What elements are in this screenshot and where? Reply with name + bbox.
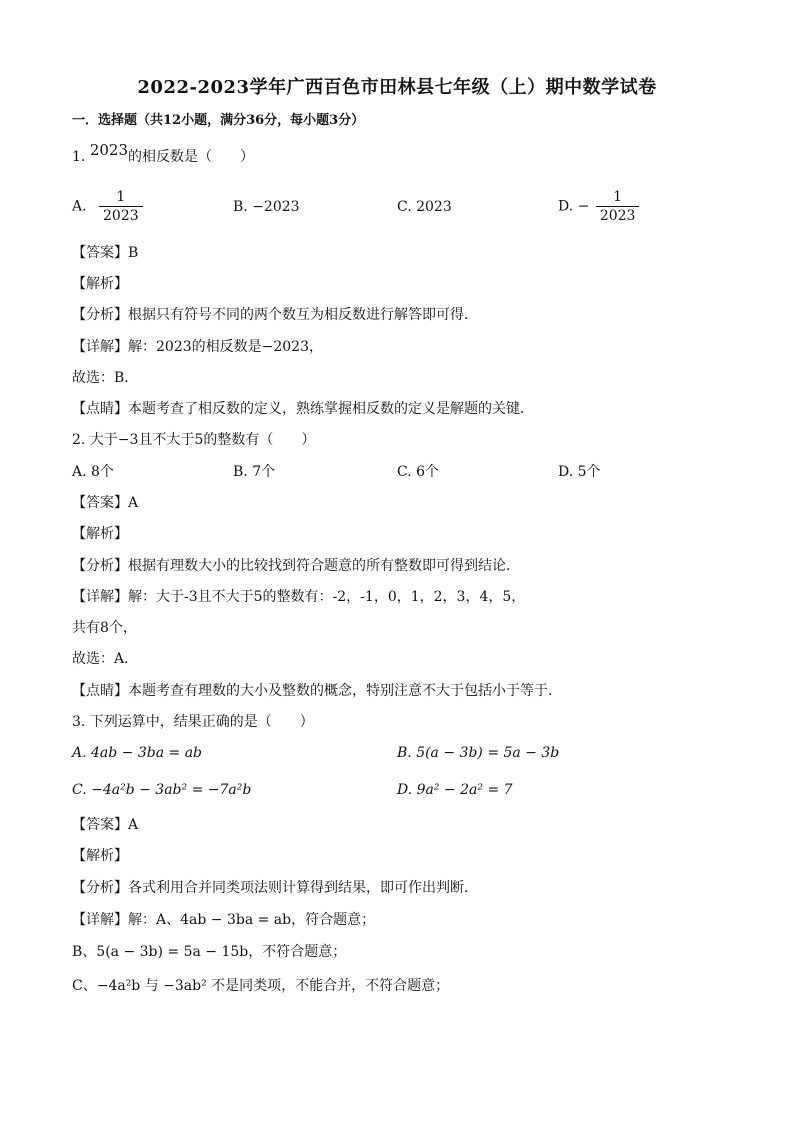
- q2-stem: 2. 大于−3且不大于5的整数有（ ）: [72, 432, 316, 448]
- q1-analysis-heading: 【解析】: [72, 276, 128, 292]
- q1-option-c: C. 2023: [397, 199, 452, 215]
- q1-stem-text: 的相反数是（ ）: [128, 149, 254, 165]
- q1-detail: 【详解】解：2023的相反数是−2023，: [72, 339, 323, 355]
- q3-answer: 【答案】A: [72, 817, 139, 833]
- q3-detail: 【详解】解：A、4ab − 3ba = ab，符合题意；: [72, 912, 376, 928]
- q2-count: 共有8个，: [72, 620, 137, 636]
- q2-analysis-heading: 【解析】: [72, 526, 128, 542]
- q3-option-a: A. 4ab − 3ba = ab: [72, 745, 203, 761]
- q1-option-d-label: D. −: [558, 198, 590, 215]
- q3-analysis-heading: 【解析】: [72, 848, 128, 864]
- q2-answer: 【答案】A: [72, 495, 139, 511]
- q2-option-d: D. 5个: [558, 464, 601, 480]
- q1-stem: [72, 141, 254, 167]
- section-heading: 一．选择题（共12小题，满分36分，每小题3分）: [72, 113, 365, 128]
- q1-option-a: [72, 188, 143, 225]
- q2-option-a: A. 8个: [72, 464, 114, 480]
- q1-option-a-label: A.: [72, 198, 87, 215]
- q3-option-b: B. 5(a − 3b) = 5a − 3b: [397, 745, 560, 761]
- q1-choose: 故选：B．: [72, 370, 139, 386]
- q1-comment: 【点睛】本题考查了相反数的定义，熟练掌握相反数的定义是解题的关键．: [72, 401, 534, 417]
- q1-analysis: 【分析】根据只有符号不同的两个数互为相反数进行解答即可得．: [72, 307, 478, 323]
- q1-option-a-fraction: [99, 188, 143, 225]
- q1-option-d-fraction: [596, 188, 640, 225]
- q1-stem-value: 2023: [89, 141, 128, 159]
- q1-option-d-denominator: 2023: [596, 206, 640, 225]
- q3-option-d: D. 9a² − 2a² = 7: [397, 782, 513, 798]
- q2-analysis: 【分析】根据有理数大小的比较找到符合题意的所有整数即可得到结论．: [72, 558, 520, 574]
- q1-answer: 【答案】B: [72, 245, 139, 261]
- q2-option-b: B. 7个: [233, 464, 276, 480]
- q1-option-a-denominator: 2023: [99, 206, 143, 225]
- q3-stem: 3. 下列运算中，结果正确的是（ ）: [72, 714, 314, 730]
- q2-comment: 【点睛】本题考查有理数的大小及整数的概念，特别注意不大于包括小于等于．: [72, 683, 562, 699]
- q1-option-d-numerator: 1: [613, 189, 623, 205]
- page-title: 2022-2023学年广西百色市田林县七年级（上）期中数学试卷: [137, 77, 657, 98]
- q2-choose: 故选：A．: [72, 651, 139, 667]
- q1-option-b: B. −2023: [233, 199, 300, 215]
- q1-number: 1.: [72, 149, 86, 165]
- q3-analysis: 【分析】各式利用合并同类项法则计算得到结果，即可作出判断．: [72, 880, 478, 896]
- q1-option-d: [558, 188, 639, 225]
- q3-option-c: C. −4a²b − 3ab² = −7a²b: [72, 782, 252, 798]
- q1-option-a-numerator: 1: [116, 189, 126, 205]
- q2-option-c: C. 6个: [397, 464, 440, 480]
- q3-line-c: C、−4a²b 与 −3ab² 不是同类项，不能合并，不符合题意；: [72, 978, 450, 994]
- q3-line-b: B、5(a − 3b) = 5a − 15b，不符合题意；: [72, 944, 347, 960]
- q2-detail: 【详解】解：大于-3且不大于5的整数有：-2，-1，0，1，2，3，4，5，: [72, 589, 526, 605]
